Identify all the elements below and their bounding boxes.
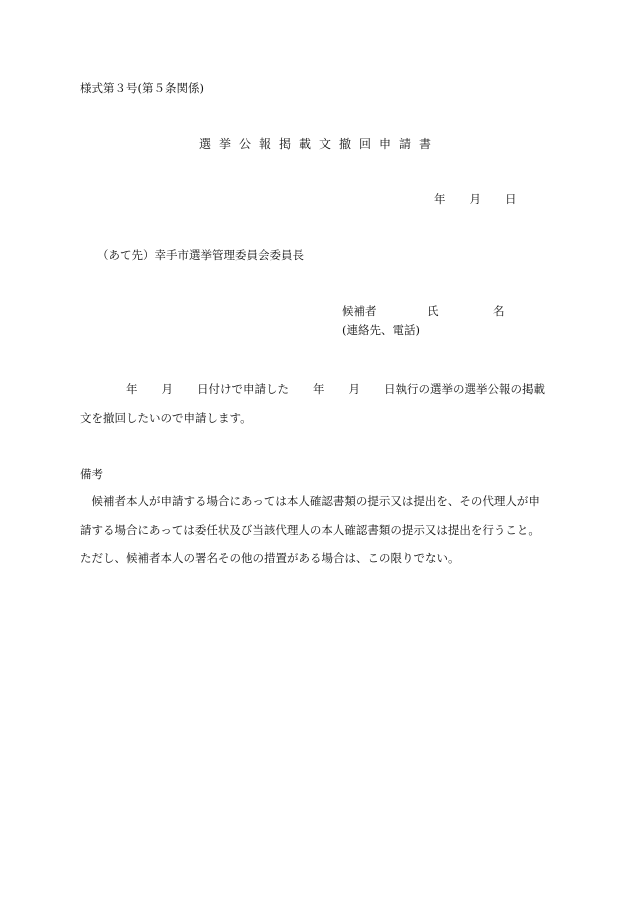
addressee: （あて先）幸手市選挙管理委員会委員長 [97, 248, 304, 262]
body-text-line-1 [80, 384, 545, 396]
body-year-2: 年 [313, 382, 325, 396]
remarks-line-2: 請する場合にあっては委任状及び当該代理人の本人確認書類の提示又は提出を行うこと。 [80, 523, 540, 537]
date-year: 年 [434, 192, 446, 206]
form-number: 様式第３号(第５条関係) [80, 81, 204, 95]
candidate-contact: (連絡先、電話) [342, 323, 420, 337]
body-year-1: 年 [126, 382, 138, 396]
candidate-label: 候補者 [342, 304, 377, 318]
document-title: 選挙公報掲載文撤回申請書 [198, 137, 439, 151]
body-date-suffix: 日付けで申請した [197, 382, 289, 396]
body-tail: 日執行の選挙の選挙公報の掲載 [384, 382, 545, 396]
date-line [434, 194, 517, 206]
candidate-surname-label: 氏 [427, 304, 439, 318]
body-month-1: 月 [161, 382, 173, 396]
body-month-2: 月 [348, 382, 360, 396]
remarks-line-3: ただし、候補者本人の署名その他の措置がある場合は、この限りでない。 [80, 551, 460, 565]
date-day: 日 [505, 192, 517, 206]
date-month: 月 [469, 192, 481, 206]
remarks-heading: 備考 [80, 467, 103, 481]
remarks-line-1: 候補者本人が申請する場合にあっては本人確認書類の提示又は提出を、その代理人が申 [80, 494, 540, 508]
body-text-line-2: 文を撤回したいので申請します。 [80, 411, 252, 425]
candidate-given-label: 名 [493, 304, 505, 318]
